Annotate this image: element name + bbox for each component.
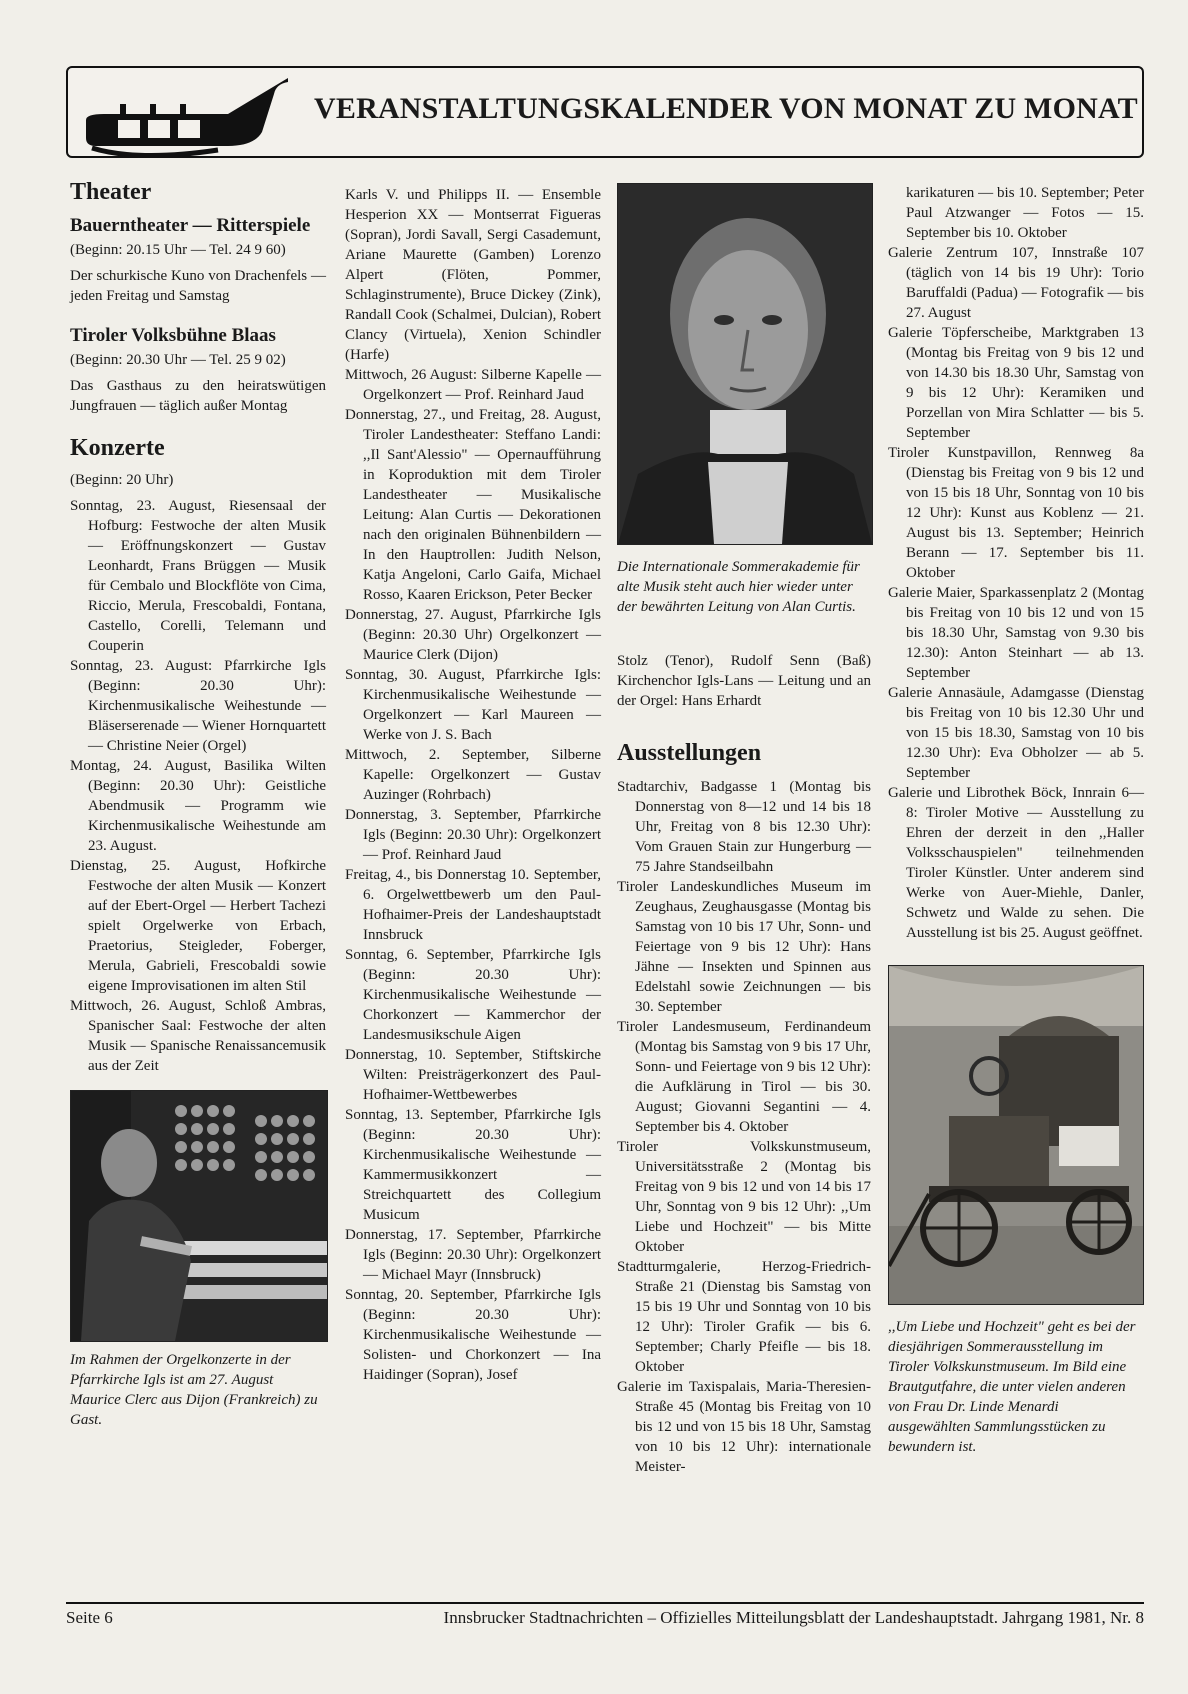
konzert-entry: Sonntag, 23. August: Pfarrkirche Igls (Beginn: 20.30 Uhr): Kirchenmusikalische Weihestunde — Bläserserenade — Wiener Hornquartett — Christine Neier (Orgel) [70, 658, 326, 754]
theater-item-1-desc: Der schurkische Kuno von Drachenfels — jeden Freitag und Samstag [70, 268, 326, 304]
ausstellung-entry: Stadtarchiv, Badgasse 1 (Montag bis Donnerstag von 8—12 und 14 bis 18 Uhr, Freitag von 8 bis 12.30 Uhr): Vom Grauen Stain zur Hungerburg — 75 Jahre Standseilbahn [617, 779, 871, 875]
ausstellung-entry: Galerie Zentrum 107, Innstraße 107 (täglich von 14 bis 19 Uhr): Torio Baruffaldi (Padua) — Fotografik — bis 27. August [888, 245, 1144, 321]
konzert-entry: Donnerstag, 10. September, Stiftskirche Wilten: Preisträgerkonzert des Paul-Hofhaimer-Wettbewerbes [345, 1047, 601, 1103]
column-4 [888, 183, 1144, 1457]
page-number: Seite 6 [66, 1608, 113, 1627]
konzert-entry: Donnerstag, 17. September, Pfarrkirche Igls (Beginn: 20.30 Uhr): Orgelkonzert — Michael Mayr (Innsbruck) [345, 1227, 601, 1283]
konzert-entry: Donnerstag, 3. September, Pfarrkirche Igls (Beginn: 20.30 Uhr): Orgelkonzert — Prof. Reinhard Jaud [345, 807, 601, 863]
ausstellung-entry: Stadtturmgalerie, Herzog-Friedrich-Straße 21 (Dienstag bis Samstag von 15 bis 19 Uhr und Sonntag von 10 bis 12 Uhr): Tiroler Grafik — bis 6. September; Charly Pfeifle — bis 18. Oktober [617, 1259, 871, 1375]
konzert-entry: Freitag, 4., bis Donnerstag 10. September, 6. Orgelwettbewerb um den Paul-Hofhaimer-Preis der Landeshauptstadt Innsbruck [345, 867, 601, 943]
konzert-entry: Mittwoch, 26. August, Schloß Ambras, Spanischer Saal: Festwoche der alten Musik — Spanische Renaissancemusik aus der Zeit [70, 998, 326, 1074]
konzert-entry: Mittwoch, 26 August: Silberne Kapelle — Orgelkonzert — Prof. Reinhard Jaud [345, 367, 601, 403]
column-1 [70, 178, 326, 1430]
section-theater-heading: Theater [70, 179, 152, 205]
konzert-continuation: Stolz (Tenor), Rudolf Senn (Baß) Kirchenchor Igls-Lans — Leitung und an der Orgel: Hans Erhardt [617, 653, 871, 709]
konzert-entry: Sonntag, 30. August, Pfarrkirche Igls: Kirchenmusikalische Weihestunde — Orgelkonzert — Karl Maureen — Werke von J. S. Bach [345, 667, 601, 743]
konzert-entry: Sonntag, 13. September, Pfarrkirche Igls (Beginn: 20.30 Uhr): Kirchenmusikalische Weihestunde — Kammermusikkonzert — Streichquartett des Collegium Musicum [345, 1107, 601, 1223]
theater-item-1-meta: (Beginn: 20.15 Uhr — Tel. 24 9 60) [70, 242, 286, 258]
konzert-entry: Mittwoch, 2. September, Silberne Kapelle: Orgelkonzert — Gustav Auzinger (Rohrbach) [345, 747, 601, 803]
ausstellung-entry: karikaturen — bis 10. September; Peter Paul Atzwanger — Fotos — 15. September bis 10. Oktober [906, 185, 1144, 241]
ausstellung-entry: Galerie im Taxispalais, Maria-Theresien-Straße 45 (Montag bis Freitag von 10 bis 12 und von 15 bis 18 Uhr, Samstag von 10 bis 12 Uhr): internationale Meister- [617, 1379, 871, 1475]
bridal-wagon-photo [888, 965, 1144, 1305]
wagon-caption: ,,Um Liebe und Hochzeit" geht es bei der diesjährigen Sommerausstellung im Tiroler Volkskunstmuseum. Im Bild eine Brautgutfahre, die unter vielen anderen von Frau Dr. Linde Menardi ausgewählten Sammlungsstücken zu bewundern ist. [888, 1319, 1136, 1455]
ausstellung-entry: Tiroler Volkskunstmuseum, Universitätsstraße 2 (Montag bis Freitag von 9 bis 12 und von 14 bis 17 Uhr, Sonntag von 9 bis 12 Uhr): ,,Um Liebe und Hochzeit" — bis Mitte Oktober [617, 1139, 871, 1255]
konzert-entry: Montag, 24. August, Basilika Wilten (Beginn: 20.30 Uhr): Geistliche Abendmusik — Programm wie Kirchenmusikalische Weihestunde am 23. August. [70, 758, 326, 854]
organist-photo [70, 1090, 328, 1342]
konzert-entry: Sonntag, 20. September, Pfarrkirche Igls (Beginn: 20.30 Uhr): Kirchenmusikalische Weihestunde — Solisten- und Chorkonzert — Ina Haidinger (Sopran), Josef [345, 1287, 601, 1383]
konzert-entry: Sonntag, 23. August, Riesensaal der Hofburg: Festwoche der alten Musik — Eröffnungskonzert — Gustav Leonhardt, Frans Brüggen — Musik für Cembalo und Blockflöte von Cima, Riccio, Merula, Frescobaldi, Fontana, Castello, Corelli, Telemann und Couperin [70, 498, 326, 654]
section-ausstellungen-heading: Ausstellungen [617, 740, 762, 766]
ausstellung-entry: Galerie Maier, Sparkassenplatz 2 (Montag bis Freitag von 10 bis 12 und von 15 bis 18.30 Uhr, Samstag von 9.30 bis 12.30): Anton Steinhart — ab 13. September [888, 585, 1144, 681]
header-banner [66, 66, 1144, 158]
organist-caption: Im Rahmen der Orgelkonzerte in der Pfarrkirche Igls ist am 27. August Maurice Clerc aus Dijon (Frankreich) zu Gast. [70, 1352, 318, 1428]
tuba-logo-icon [78, 74, 298, 158]
ausstellung-entry: Galerie und Librothek Böck, Innrain 6—8: Tiroler Motive — Ausstellung zu Ehren der derzeit in den ,,Haller Volksschauspielen" teilnehmenden Tiroler Künstler. Unter anderem sind Werke von Auer-Miehle, Danler, Schwetz und Walde zu sehen. Die Ausstellung ist bis 25. August geöffnet. [888, 785, 1144, 941]
ausstellung-entry: Tiroler Landeskundliches Museum im Zeughaus, Zeughausgasse (Montag bis Samstag von 10 bis 17 Uhr, Sonn- und Feiertage von 9 bis 12 Uhr): Hans Jähne — Insekten und Spinnen aus Edelstahl sowie Zeichnungen — bis 30. September [617, 879, 871, 1015]
theater-item-2-meta: (Beginn: 20.30 Uhr — Tel. 25 9 02) [70, 352, 286, 368]
portrait-caption: Die Internationale Sommerakademie für alte Musik steht auch hier wieder unter der bewährten Leitung von Alan Curtis. [617, 559, 860, 615]
section-konzerte-heading: Konzerte [70, 435, 165, 461]
konzert-entry: Donnerstag, 27. August, Pfarrkirche Igls (Beginn: 20.30 Uhr) Orgelkonzert — Maurice Clerk (Dijon) [345, 607, 601, 663]
ausstellung-entry: Galerie Töpferscheibe, Marktgraben 13 (Montag bis Freitag von 9 bis 12 und von 14.30 bis 18.30 Uhr, Samstag von 9 bis 12 Uhr): Keramiken und Porzellan von Mira Schlatter — bis 5. September [888, 325, 1144, 441]
konzert-entry: Sonntag, 6. September, Pfarrkirche Igls (Beginn: 20.30 Uhr): Kirchenmusikalische Weihestunde — Chorkonzert — Kammerchor der Landesmusikschule Aigen [345, 947, 601, 1043]
portrait-photo [617, 183, 873, 545]
konzert-entry: Dienstag, 25. August, Hofkirche Festwoche der alten Musik — Konzert auf der Ebert-Orgel — Herbert Tachezi spielt Orgelwerke von Erbach, Praetorius, Steigleder, Foberger, Merula, Gabrieli, Frescobaldi sowie eigene Improvisationen im alten Stil [70, 858, 326, 994]
theater-item-1-title: Bauerntheater — Ritterspiele [70, 215, 311, 236]
calendar-title: VERANSTALTUNGSKALENDER VON MONAT ZU MONAT [314, 92, 1138, 125]
page-footer [66, 1602, 1144, 1628]
ausstellung-entry: Galerie Annasäule, Adamgasse (Dienstag bis Freitag von 10 bis 12.30 Uhr und von 15 bis 18.30, Samstag von 10 bis 12.30 Uhr): Eva Obholzer — ab 5. September [888, 685, 1144, 781]
theater-item-2-desc: Das Gasthaus zu den heiratswütigen Jungfrauen — täglich außer Montag [70, 378, 326, 414]
column-3 [617, 183, 871, 1477]
ausstellung-entry: Tiroler Kunstpavillon, Rennweg 8a (Dienstag bis Freitag von 9 bis 12 und von 15 bis 18 Uhr, Sonntag von 10 bis 12 Uhr): Kunst aus Koblenz — 21. August bis 13. September; Heinrich Berann — 17. September bis 11. Oktober [888, 445, 1144, 581]
konzert-entry: Karls V. und Philipps II. — Ensemble Hesperion XX — Montserrat Figueras (Sopran), Jordi Savall, Sergi Casademunt, Ariane Maurette (Gamben) Lorenzo Alpert (Flöten, Pommer, Schlaginstrumente), Bruce Dickey (Zink), Randall Cook (Schalmei, Dulcian), Robert Clancy (Virtuela), Xenion Schindler (Harfe) [345, 187, 601, 363]
theater-item-2-title: Tiroler Volksbühne Blaas [70, 325, 276, 346]
konzerte-meta: (Beginn: 20 Uhr) [70, 472, 174, 488]
publication-info: Innsbrucker Stadtnachrichten – Offizielles Mitteilungsblatt der Landeshauptstadt. Jahrgang 1981, Nr. 8 [443, 1608, 1144, 1627]
konzert-entry: Donnerstag, 27., und Freitag, 28. August, Tiroler Landestheater: Steffano Landi: ,,Il Sant'Alessio" — Opernaufführung in Koproduktion mit dem Tiroler Landestheater — Musikalische Leitung: Alan Curtis — Dekorationen nach den originalen Bühnenbildern — In den Hauptrollen: Judith Nelson, Katja Angeloni, Carlo Gaifa, Michael Rosso, Kaaren Erickson, Peter Becker [345, 407, 601, 603]
ausstellung-entry: Tiroler Landesmuseum, Ferdinandeum (Montag bis Samstag von 9 bis 17 Uhr, Sonn- und Feiertage von 9 bis 12 Uhr): die Aufklärung in Tirol — bis 30. August; Giovanni Segantini — 4. September bis 4. Oktober [617, 1019, 871, 1135]
column-2 [345, 185, 601, 1385]
